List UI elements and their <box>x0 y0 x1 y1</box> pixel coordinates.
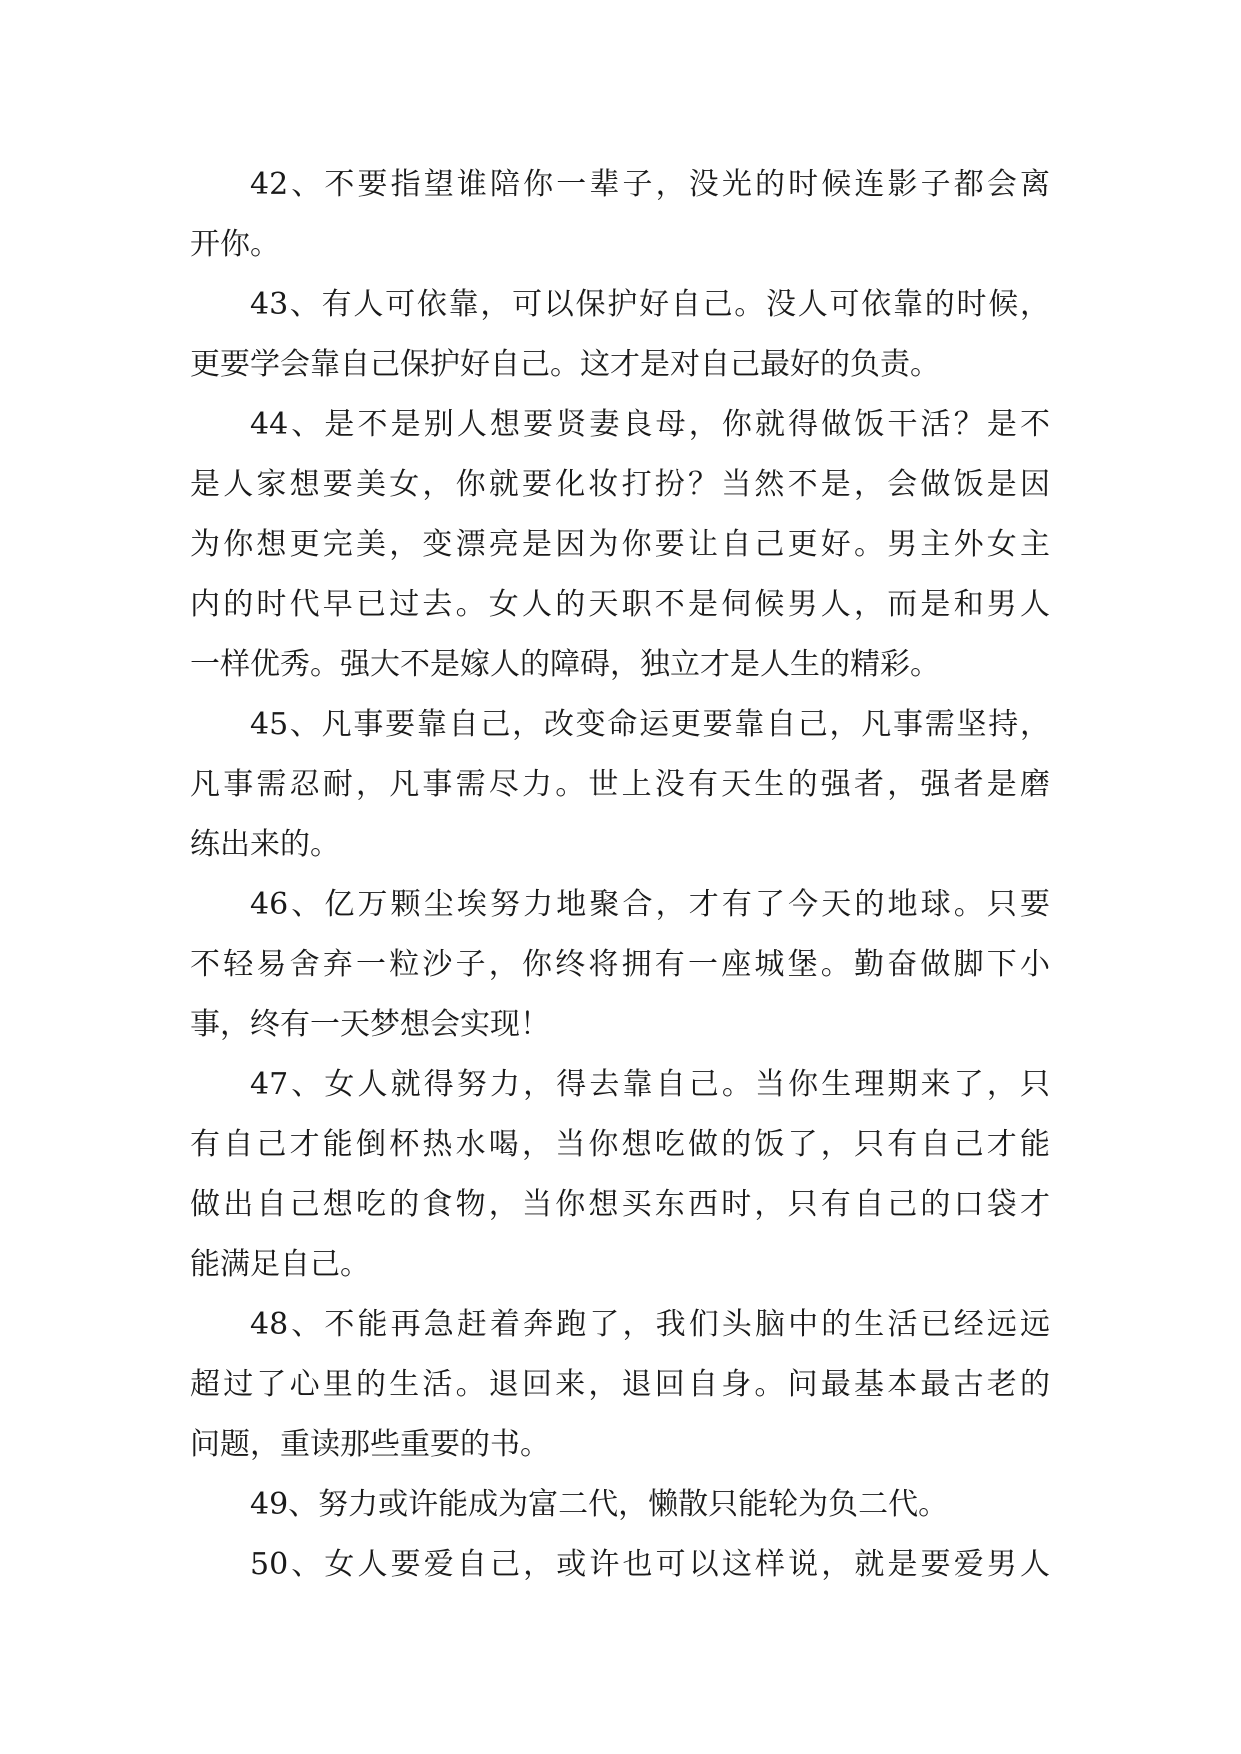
text-line: 是人家想要美女，你就要化妆打扮？当然不是，会做饭是因 <box>190 467 1050 502</box>
text-line: 不轻易舍弃一粒沙子，你终将拥有一座城堡。勤奋做脚下小 <box>190 947 1050 982</box>
text-line: 44、是不是别人想要贤妻良母，你就得做饭干活？是不 <box>250 407 1050 442</box>
text-line: 凡事需忍耐，凡事需尽力。世上没有天生的强者，强者是磨 <box>190 767 1050 802</box>
paragraph-50 <box>190 1535 1050 1595</box>
text-line: 做出自己想吃的食物，当你想买东西时，只有自己的口袋才 <box>190 1187 1050 1222</box>
paragraph-47 <box>190 1055 1050 1295</box>
text-line: 50、女人要爱自己，或许也可以这样说，就是要爱男人 <box>250 1547 1050 1582</box>
text-line: 练出来的。 <box>190 827 340 862</box>
paragraph-42 <box>190 155 1050 275</box>
paragraph-44 <box>190 395 1050 695</box>
paragraph-48 <box>190 1295 1050 1475</box>
text-line: 43、有人可依靠，可以保护好自己。没人可依靠的时候， <box>250 287 1050 322</box>
text-line: 一样优秀。强大不是嫁人的障碍，独立才是人生的精彩。 <box>190 647 940 682</box>
text-line: 有自己才能倒杯热水喝，当你想吃做的饭了，只有自己才能 <box>190 1127 1050 1162</box>
text-line: 46、亿万颗尘埃努力地聚合，才有了今天的地球。只要 <box>250 887 1050 922</box>
text-line: 问题，重读那些重要的书。 <box>190 1427 550 1462</box>
text-line: 更要学会靠自己保护好自己。这才是对自己最好的负责。 <box>190 347 940 382</box>
text-line: 超过了心里的生活。退回来，退回自身。问最基本最古老的 <box>190 1367 1050 1402</box>
paragraph-43 <box>190 275 1050 395</box>
paragraph-45 <box>190 695 1050 875</box>
text-line: 为你想更完美，变漂亮是因为你要让自己更好。男主外女主 <box>190 527 1050 562</box>
text-line: 开你。 <box>190 227 280 262</box>
text-line: 47、女人就得努力，得去靠自己。当你生理期来了，只 <box>250 1067 1050 1102</box>
paragraph-49 <box>190 1475 1050 1535</box>
document-body <box>190 155 1050 1595</box>
text-line: 42、不要指望谁陪你一辈子，没光的时候连影子都会离 <box>250 167 1050 202</box>
text-line: 45、凡事要靠自己，改变命运更要靠自己，凡事需坚持， <box>250 707 1050 742</box>
text-line: 49、努力或许能成为富二代，懒散只能轮为负二代。 <box>250 1487 949 1522</box>
text-line: 事，终有一天梦想会实现！ <box>190 1007 550 1042</box>
text-line: 48、不能再急赶着奔跑了，我们头脑中的生活已经远远 <box>250 1307 1050 1342</box>
text-line: 内的时代早已过去。女人的天职不是伺候男人，而是和男人 <box>190 587 1050 622</box>
text-line: 能满足自己。 <box>190 1247 370 1282</box>
paragraph-46 <box>190 875 1050 1055</box>
